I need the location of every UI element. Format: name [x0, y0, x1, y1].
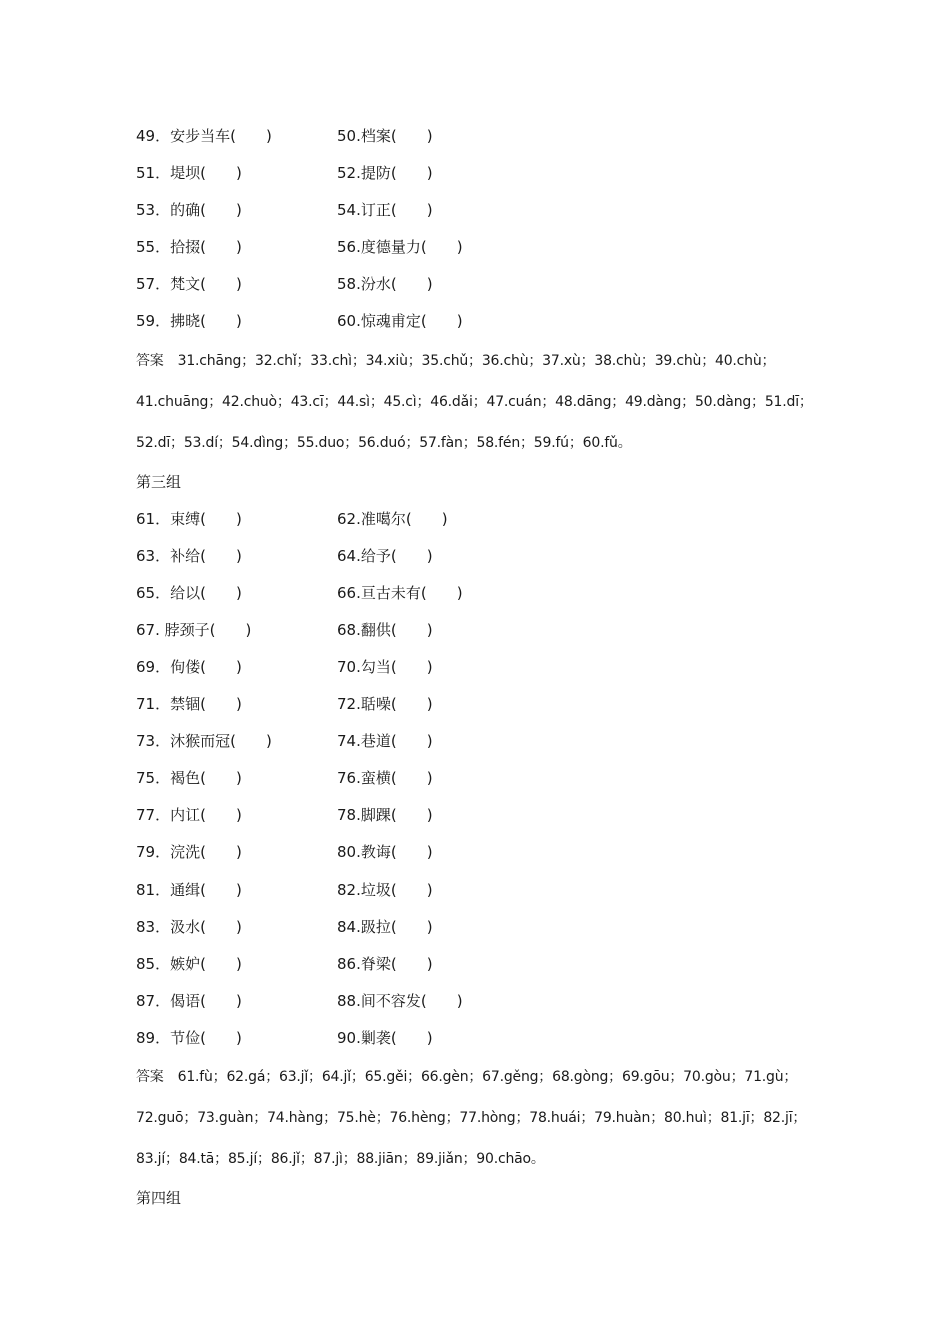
question-row — [136, 649, 826, 686]
question-item: 79．浣洗( ) — [136, 843, 242, 862]
question-item: 81．通缉( ) — [136, 880, 242, 899]
question-item: 65．给以( ) — [136, 583, 242, 602]
question-item: 77．内讧( ) — [136, 806, 242, 825]
question-item: 56.度德量力( ) — [337, 238, 463, 257]
question-item: 82.垃圾( ) — [337, 880, 433, 899]
question-item: 60.惊魂甫定( ) — [337, 312, 463, 331]
question-item: 84.趿拉( ) — [337, 917, 433, 936]
question-item: 68.翻供( ) — [337, 620, 433, 639]
question-item: 63．补给( ) — [136, 546, 242, 565]
question-item: 51．堤坝( ) — [136, 164, 242, 183]
question-item: 52.提防( ) — [337, 164, 433, 183]
question-row — [136, 760, 826, 797]
question-item: 83．汲水( ) — [136, 917, 242, 936]
question-row — [136, 612, 826, 649]
question-item: 61．束缚( ) — [136, 509, 242, 528]
question-row — [136, 538, 826, 575]
question-item: 59．拂晓( ) — [136, 312, 242, 331]
question-item: 62.准噶尔( ) — [337, 509, 448, 528]
question-row — [136, 192, 826, 229]
question-item: 55．拾掇( ) — [136, 238, 242, 257]
question-list-group-2 — [136, 118, 826, 341]
question-item: 66.亘古未有( ) — [337, 583, 463, 602]
question-item: 49．安步当车( ) — [136, 127, 272, 145]
question-row — [136, 1020, 826, 1057]
question-row — [136, 266, 826, 303]
question-item: 72.聒噪( ) — [337, 695, 433, 714]
question-list-group-3 — [136, 501, 826, 1057]
question-row — [136, 118, 826, 155]
answer-block-group-3 — [136, 1057, 826, 1180]
question-row — [136, 303, 826, 340]
answer-text: 31.chāng；32.chǐ；33.chì；34.xiù；35.chǔ；36.chù；37.xù；38.chù；39.chù；40.chù；41.chuāng；42.chuò；43.cī；44.sì；45.cì；46.dǎi；47.cuán；48.dāng；49.dàng；50.dàng；51.dī；52.dī；53.dí；54.dìng；55.duo；56.duó；57.fàn；58.fén；59.fú；60.fǔ。 — [136, 352, 813, 451]
question-item: 53．的确( ) — [136, 201, 242, 220]
question-item: 88.间不容发( ) — [337, 991, 463, 1010]
document-page — [136, 118, 826, 1217]
question-item: 67. 脖颈子( ) — [136, 620, 252, 639]
question-row — [136, 983, 826, 1020]
question-row — [136, 723, 826, 760]
question-row — [136, 909, 826, 946]
question-item: 58.汾水( ) — [337, 275, 433, 294]
question-row — [136, 946, 826, 983]
question-item: 78.脚踝( ) — [337, 806, 433, 825]
question-item: 69．佝偻( ) — [136, 657, 242, 676]
question-row — [136, 872, 826, 909]
question-row — [136, 686, 826, 723]
question-item: 90.剿袭( ) — [337, 1028, 433, 1047]
group-title-3: 第三组 — [136, 472, 182, 491]
question-item: 73．沐猴而冠( ) — [136, 732, 272, 751]
question-item: 87．偈语( ) — [136, 991, 242, 1010]
question-row — [136, 575, 826, 612]
answer-label: 答案 — [136, 1068, 164, 1085]
question-item: 86.脊梁( ) — [337, 954, 433, 973]
question-item: 57．梵文( ) — [136, 275, 242, 294]
question-item: 54.订正( ) — [337, 201, 433, 220]
answer-text: 61.fù；62.gá；63.jǐ；64.jǐ；65.gěi；66.gèn；67.gěng；68.gòng；69.gōu；70.gòu；71.gù；72.guō；73.guàn；74.hàng；75.hè；76.hèng；77.hòng；78.huái；79.huàn；80.huì；81.jī；82.jī；83.jí；84.tā；85.jí；86.jǐ；87.jì；88.jiān；89.jiǎn；90.chāo。 — [136, 1068, 807, 1167]
question-row — [136, 229, 826, 266]
question-item: 80.教诲( ) — [337, 843, 433, 862]
question-item: 70.勾当( ) — [337, 657, 433, 676]
question-item: 71．禁锢( ) — [136, 695, 242, 714]
question-item: 74.巷道( ) — [337, 732, 433, 751]
question-item: 64.给予( ) — [337, 546, 433, 565]
question-row — [136, 501, 826, 538]
question-row — [136, 834, 826, 871]
question-item: 75．褐色( ) — [136, 769, 242, 788]
question-item: 76.蛮横( ) — [337, 769, 433, 788]
question-item: 85．嫉妒( ) — [136, 954, 242, 973]
question-row — [136, 797, 826, 834]
group-title-4: 第四组 — [136, 1188, 182, 1207]
question-item: 50.档案( ) — [337, 127, 433, 145]
answer-label: 答案 — [136, 352, 164, 369]
question-row — [136, 155, 826, 192]
answer-block-group-2 — [136, 341, 826, 464]
question-item: 89．节俭( ) — [136, 1028, 242, 1047]
